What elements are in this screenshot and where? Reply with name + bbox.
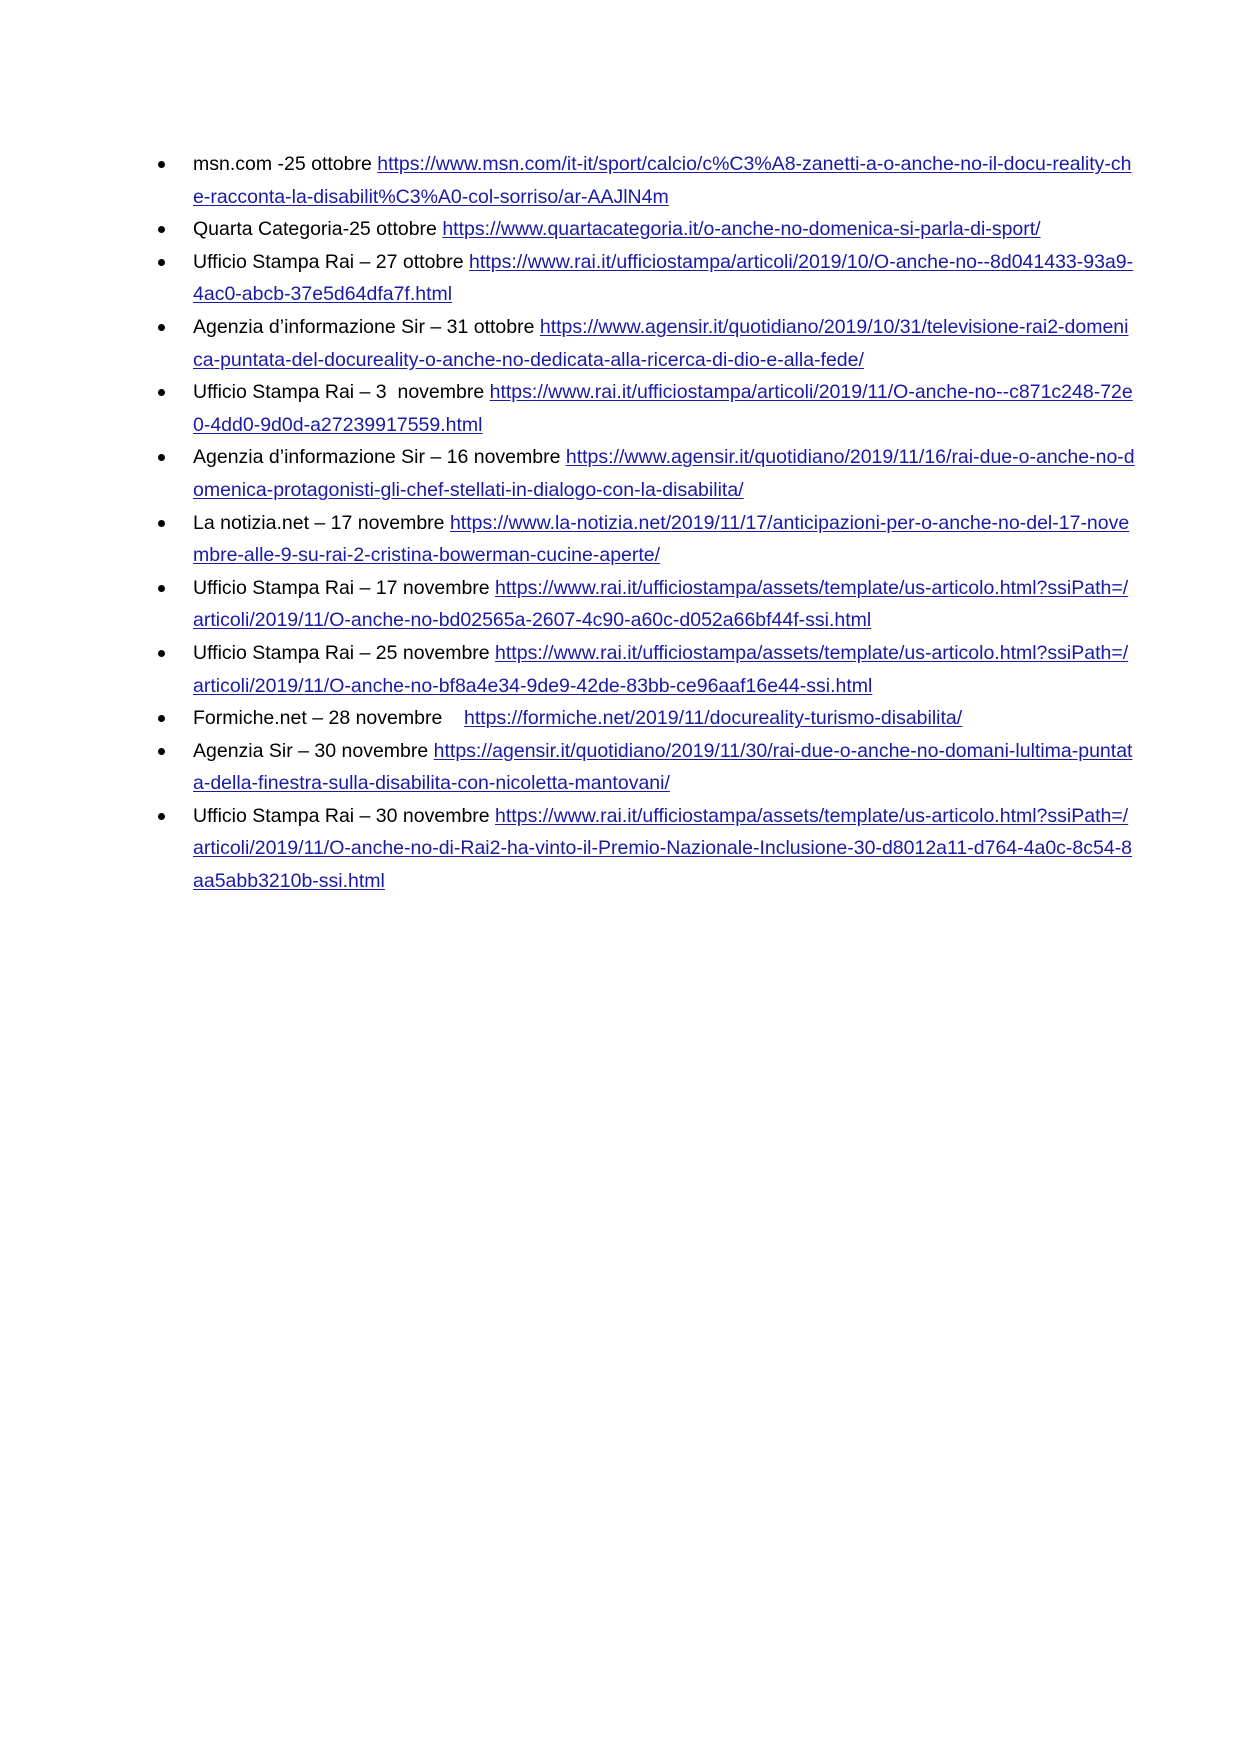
reference-source: Ufficio Stampa Rai – 25 novembre [193,641,490,664]
press-reference-list [150,148,1135,898]
list-item [150,507,1135,572]
list-item [150,800,1135,898]
list-item [150,213,1135,246]
reference-source: Agenzia Sir – 30 novembre [193,739,429,762]
reference-link[interactable]: https://www.rai.it/ufficiostampa/assets/template/us-articolo.html?ssiPath=/articoli/2019/11/O-anche-no-bf8a4e34-9de9-42de-83bb-ce96aaf16e44-ssi.html [193,641,1129,697]
reference-source: Ufficio Stampa Rai – 17 novembre [193,576,490,599]
reference-link[interactable]: https://www.rai.it/ufficiostampa/assets/template/us-articolo.html?ssiPath=/articoli/2019/11/O-anche-no-bd02565a-2607-4c90-a60c-d052a66bf44f-ssi.html [193,576,1129,632]
reference-link[interactable]: https://www.rai.it/ufficiostampa/assets/template/us-articolo.html?ssiPath=/articoli/2019/11/O-anche-no-di-Rai2-ha-vinto-il-Premio-Nazionale-Inclusione-30-d8012a11-d764-4a0c-8c54-8aa5abb3210b-ssi.html [193,804,1133,893]
reference-source: Agenzia d’informazione Sir – 16 novembre [193,446,561,469]
reference-source: La notizia.net – 17 novembre [193,511,445,534]
reference-link[interactable]: https://www.la-notizia.net/2019/11/17/anticipazioni-per-o-anche-no-del-17-novembre-alle-9-su-rai-2-cristina-bowerman-cucine-aperte/ [193,511,1130,567]
reference-source: Ufficio Stampa Rai – 27 ottobre [193,250,464,273]
reference-source: msn.com -25 ottobre [193,153,372,175]
reference-source: Ufficio Stampa Rai – 3 novembre [193,381,485,404]
bullet-icon [158,259,165,266]
reference-source: Agenzia d’informazione Sir – 31 ottobre [193,315,535,338]
bullet-icon [158,226,165,233]
bullet-icon [158,715,165,722]
reference-link[interactable]: https://www.agensir.it/quotidiano/2019/11/16/rai-due-o-anche-no-domenica-protagonisti-gli-chef-stellati-in-dialogo-con-la-disabilita/ [193,446,1135,501]
bullet-icon [158,520,165,527]
list-item [150,376,1135,441]
reference-link[interactable]: https://agensir.it/quotidiano/2019/11/30/rai-due-o-anche-no-domani-lultima-puntata-della-finestra-sulla-disabilita-con-nicoletta-mantovani/ [193,739,1133,795]
list-item [150,702,1135,735]
reference-source: Formiche.net – 28 novembre [193,707,443,730]
bullet-icon [158,585,165,592]
bullet-icon [158,748,165,755]
bullet-icon [158,161,165,168]
reference-link[interactable]: https://www.msn.com/it-it/sport/calcio/c%C3%A8-zanetti-a-o-anche-no-il-docu-reality-che-racconta-la-disabilit%C3%A0-col-sorriso/ar-AAJlN4m [193,153,1132,208]
reference-link[interactable]: https://www.quartacategoria.it/o-anche-no-domenica-si-parla-di-sport/ [442,218,1041,241]
bullet-icon [158,650,165,657]
bullet-icon [158,813,165,820]
list-item [150,148,1135,213]
bullet-icon [158,454,165,461]
bullet-icon [158,324,165,331]
bullet-icon [158,389,165,396]
list-item [150,441,1135,506]
reference-link[interactable]: https://www.rai.it/ufficiostampa/articoli/2019/10/O-anche-no--8d041433-93a9-4ac0-abcb-37e5d64dfa7f.html [193,250,1134,306]
reference-source: Quarta Categoria-25 ottobre [193,218,437,241]
list-item [150,637,1135,702]
list-item [150,311,1135,376]
reference-source: Ufficio Stampa Rai – 30 novembre [193,804,490,827]
reference-link[interactable]: https://www.agensir.it/quotidiano/2019/10/31/televisione-rai2-domenica-puntata-del-docureality-o-anche-no-dedicata-alla-ricerca-di-dio-e-alla-fede/ [193,315,1129,371]
list-item [150,572,1135,637]
list-item [150,246,1135,311]
reference-link[interactable]: https://formiche.net/2019/11/docureality-turismo-disabilita/ [463,707,963,730]
reference-link[interactable]: https://www.rai.it/ufficiostampa/articoli/2019/11/O-anche-no--c871c248-72e0-4dd0-9d0d-a27239917559.html [193,381,1133,436]
list-item [150,735,1135,800]
